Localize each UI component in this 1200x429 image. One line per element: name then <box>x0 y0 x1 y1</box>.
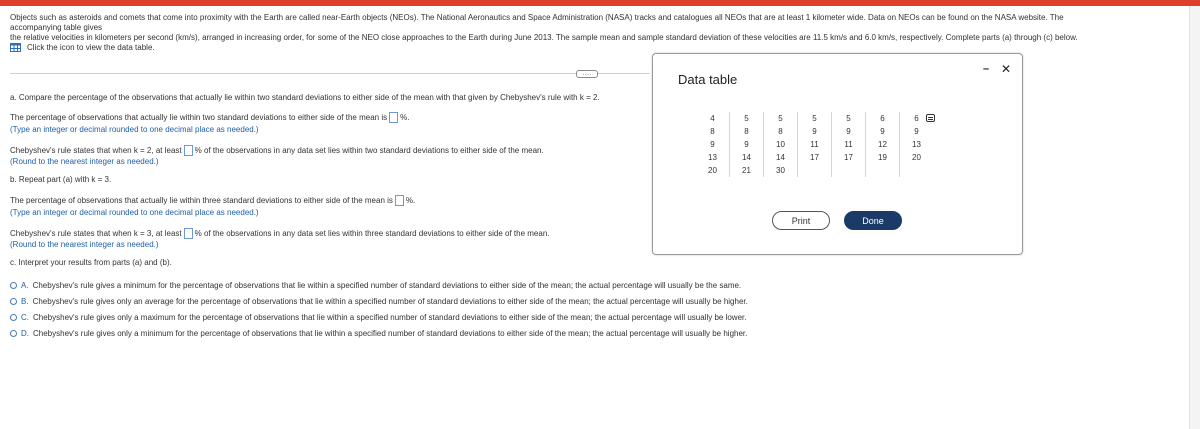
table-cell: 5 <box>764 112 798 125</box>
part-a-chebyshev-percent-input[interactable] <box>184 145 193 156</box>
part-a-q1-text: The percentage of observations that actually lie within two standard deviations to either side of the mean is <box>10 113 388 122</box>
table-cell: 9 <box>866 125 900 138</box>
velocity-data-table <box>696 112 933 177</box>
table-cell: 13 <box>900 138 934 151</box>
table-cell: 11 <box>832 138 866 151</box>
table-cell: 13 <box>708 153 717 162</box>
table-cell: 12 <box>866 138 900 151</box>
part-a-q2-suffix: % of the observations in any data set lies within two standard deviations to either side of the mean. <box>194 146 544 155</box>
table-cell: 20 <box>708 166 717 175</box>
option-d-text: Chebyshev's rule gives only a minimum for the percentage of observations that lie within a specified number of standard deviations to either side of the mean; the actual percentage will usually be higher. <box>33 329 748 338</box>
radio-button-b[interactable] <box>10 298 17 305</box>
table-cell: 9 <box>730 138 764 151</box>
radio-button-c[interactable] <box>10 314 17 321</box>
part-a-actual-percent-input[interactable] <box>389 112 398 123</box>
intro-line-1: Objects such as asteroids and comets that come into proximity with the Earth are called near-Earth objects (NEOs). The National Aeronautics and Space Administration (NASA) tracks and catalogues all NEOs that are at least 1 kilometer wide. Data on NEOs can be found on the NASA website. The accompanying table gives <box>10 13 1064 32</box>
table-cell: 5 <box>730 112 764 125</box>
part-b-q2-hint: (Round to the nearest integer as needed.) <box>10 240 159 249</box>
part-c-heading: c. Interpret your results from parts (a) and (b). <box>10 258 172 267</box>
part-b-question-1 <box>10 195 415 206</box>
part-b-actual-percent-input[interactable] <box>395 195 404 206</box>
data-link-label[interactable]: Click the icon to view the data table. <box>27 43 155 52</box>
table-cell: 9 <box>832 125 866 138</box>
table-cell: 8 <box>730 125 764 138</box>
table-cell: 6 <box>900 112 934 125</box>
print-button[interactable]: Print <box>772 211 830 230</box>
part-a-q2-text: Chebyshev's rule states that when k = 2, at least <box>10 146 182 155</box>
part-a-q1-hint: (Type an integer or decimal rounded to one decimal place as needed.) <box>10 125 259 134</box>
table-cell: 14 <box>764 151 798 164</box>
data-table-dialog <box>652 53 1023 255</box>
table-cell: 4 <box>710 114 715 123</box>
table-cell: 17 <box>832 151 866 164</box>
table-cell: 11 <box>798 138 832 151</box>
minimize-icon[interactable]: – <box>983 63 990 75</box>
section-divider <box>10 73 650 74</box>
part-b-q2-suffix: % of the observations in any data set lies within three standard deviations to either side of the mean. <box>194 229 550 238</box>
part-b-q1-suffix: %. <box>405 196 416 205</box>
table-cell: 6 <box>866 112 900 125</box>
part-b-question-2 <box>10 228 550 239</box>
table-cell: 5 <box>798 112 832 125</box>
table-cell: 30 <box>764 164 798 177</box>
option-d[interactable] <box>10 329 747 338</box>
table-cell: 9 <box>710 140 715 149</box>
table-row <box>696 138 933 151</box>
option-a-text: Chebyshev's rule gives a minimum for the percentage of observations that lie within a specified number of standard deviations to either side of the mean; the actual percentage will usually be the same. <box>32 281 742 290</box>
option-c[interactable] <box>10 313 746 322</box>
option-b-text: Chebyshev's rule gives only an average for the percentage of observations that lie within a specified number of standard deviations to either side of the mean; the actual percentage will usually be higher. <box>32 297 748 306</box>
close-icon[interactable]: ✕ <box>1001 62 1012 76</box>
part-a-question-1 <box>10 112 409 123</box>
option-b-letter: B. <box>21 297 29 306</box>
option-d-letter: D. <box>21 329 29 338</box>
view-data-table-link[interactable] <box>10 43 155 52</box>
table-icon[interactable] <box>10 43 21 52</box>
table-row <box>696 112 933 125</box>
table-cell <box>832 164 866 177</box>
table-cell: 5 <box>832 112 866 125</box>
part-b-q1-hint: (Type an integer or decimal rounded to one decimal place as needed.) <box>10 208 259 217</box>
table-cell: 8 <box>764 125 798 138</box>
option-c-text: Chebyshev's rule gives only a maximum for the percentage of observations that lie within a specified number of standard deviations to either side of the mean; the actual percentage will usually be lower. <box>33 313 747 322</box>
option-b[interactable] <box>10 297 748 306</box>
table-cell: 14 <box>730 151 764 164</box>
table-cell: 17 <box>798 151 832 164</box>
option-c-letter: C. <box>21 313 29 322</box>
table-cell: 10 <box>764 138 798 151</box>
table-row <box>696 151 933 164</box>
part-a-question-2 <box>10 145 544 156</box>
option-a[interactable] <box>10 281 741 290</box>
copy-data-icon[interactable] <box>926 114 935 122</box>
option-a-letter: A. <box>21 281 29 290</box>
radio-button-a[interactable] <box>10 282 17 289</box>
vertical-scrollbar[interactable] <box>1189 6 1200 429</box>
part-b-chebyshev-percent-input[interactable] <box>184 228 193 239</box>
table-cell <box>798 164 832 177</box>
done-button[interactable]: Done <box>844 211 902 230</box>
table-cell <box>900 164 934 177</box>
table-cell: 8 <box>710 127 715 136</box>
table-cell <box>866 164 900 177</box>
part-b-q1-text: The percentage of observations that actually lie within three standard deviations to either side of the mean is <box>10 196 393 205</box>
radio-button-d[interactable] <box>10 330 17 337</box>
part-a-q2-hint: (Round to the nearest integer as needed.) <box>10 157 159 166</box>
part-b-heading: b. Repeat part (a) with k = 3. <box>10 175 112 184</box>
table-row <box>696 164 933 177</box>
table-cell: 19 <box>866 151 900 164</box>
problem-intro <box>10 13 1110 43</box>
table-cell: 21 <box>730 164 764 177</box>
table-cell: 9 <box>798 125 832 138</box>
part-a-q1-suffix: %. <box>400 113 410 122</box>
table-cell: 9 <box>900 125 934 138</box>
top-accent-bar <box>0 0 1200 6</box>
part-a-heading: a. Compare the percentage of the observations that actually lie within two standard deviations to either side of the mean with that given by Chebyshev's rule with k = 2. <box>10 93 600 102</box>
expand-toggle-button[interactable]: ..... <box>576 70 598 78</box>
part-b-q2-text: Chebyshev's rule states that when k = 3, at least <box>10 229 182 238</box>
table-cell: 20 <box>900 151 934 164</box>
table-row <box>696 125 933 138</box>
dialog-title: Data table <box>678 72 738 87</box>
intro-line-2: the relative velocities in kilometers per second (km/s), arranged in increasing order, for some of the NEO close approaches to the Earth during June 2013. The sample mean and sample standard deviation of these velocities are 11.5 km/s and 6.0 km/s, respectively. Complete parts (a) through (c) below. <box>10 33 1078 42</box>
